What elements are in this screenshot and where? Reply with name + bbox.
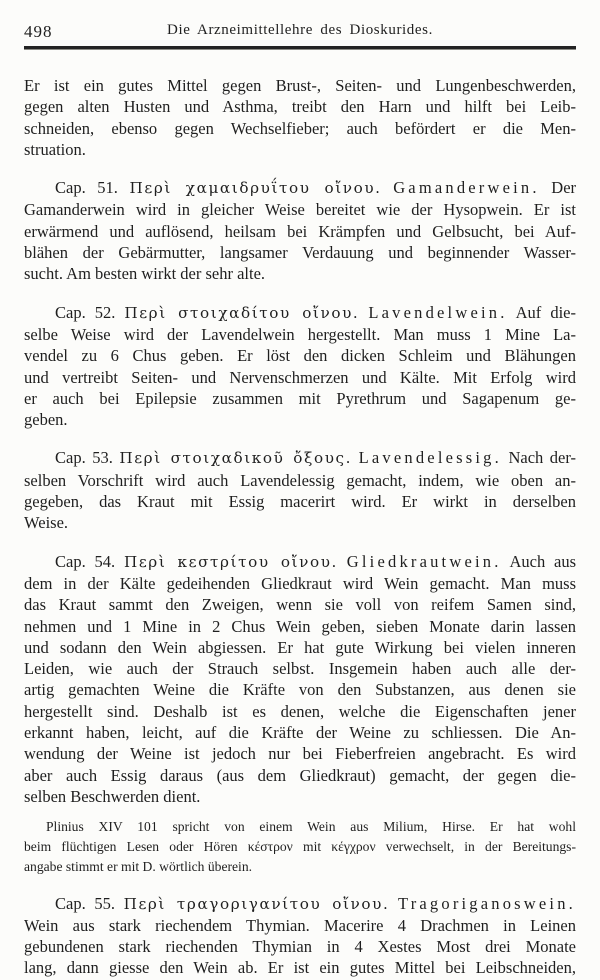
paragraph-continuation [24,75,576,160]
text-line: selben Beschwerden dient. [24,786,201,806]
greek-phrase: Περὶ τραγοριγανίτου οἴνου. [123,894,390,913]
text-line [24,177,576,199]
paragraph-cap-53 [24,447,576,533]
text-line: sucht. Am besten wirkt der sehr alte. [24,264,266,284]
text-line: dem in der Kälte gedeihenden Gliedkraut wird Wein gemacht. Man muss [24,573,576,593]
text-line: geben. [24,410,68,430]
text-segment: Cap. 53. [55,448,113,468]
text-line: blähen der Gebärmutter, langsamer Verdauung und beginnender Wasser- [24,243,576,263]
paragraph-cap-51 [24,177,576,284]
text-line: und vertreibt Seiten- und Nervenschmerzen und Kälte. Mit Erfolg wird [24,367,576,387]
text-line: struation. [24,139,86,159]
text-line: gebundenen stark riechenden Thymian in 4 Xestes Most drei Monate [24,937,576,957]
running-title: Die Arzneimittellehre des Dioskurides. [167,22,433,38]
text-line: das Kraut sammt den Zweigen, wenn sie voll von reifem Samen sind, [24,595,576,615]
text-line: beim flüchtigen Lesen oder Hören κέστρον mit κέγχρον verwechselt, in der Bereitungs- [24,839,576,854]
text-line: lang, dann giesse den Wein ab. Er ist ein gutes Mittel bei Leibschneiden, [24,958,576,978]
page-number: 498 [24,22,53,41]
chapter-keyword: Tragoriganoswein. [398,893,576,913]
text-line: vendel zu 6 Chus geben. Er löst den dicken Schleim und Blähungen [24,346,576,366]
text-line: Plinius XIV 101 spricht von einem Wein aus Milium, Hirse. Er hat wohl [46,819,576,835]
chapter-keyword: Gliedkrautwein. [346,551,502,571]
text-segment: Cap. 51. [55,178,118,198]
paragraph-plinius-note [24,817,576,876]
text-segment: Der [551,178,577,198]
text-line: selben Vorschrift wird auch Lavendelessig gemacht, indem, wie oben an- [24,470,576,490]
text-line: selbe Weise wird der Lavendelwein hergestellt. Man muss 1 Mine La- [24,324,576,344]
greek-phrase: Περὶ στοιχαδίτου οἴνου. [124,303,360,322]
greek-phrase: Περὶ κεστρίτου οἴνου. [123,552,338,571]
text-line [24,893,576,915]
text-segment: Cap. 52. [55,302,116,322]
chapter-keyword: Gamanderwein. [393,178,540,198]
text-line: erkannt haben, leicht, auf die Kräfte der Weine zu schliessen. Die An- [24,723,576,743]
text-line: er auch bei Epilepsie zusammen mit Pyrethrum und Sagapenum ge- [24,388,576,408]
greek-phrase: Περὶ χαμαιδρυΐτου οἴνου. [129,179,382,198]
text-line: gegeben, das Kraut mit Essig macerirt wird. Er wirkt in derselben [24,492,576,512]
chapter-keyword: Lavendelwein. [368,302,508,322]
text-line: Wein aus stark riechendem Thymian. Macerire 4 Drachmen in Leinen [24,915,576,935]
text-line: Leiden, wie auch der Strauch selbst. Insgemein haben auch alle der- [24,659,576,679]
text-line: artig gemachten Weine die Kräfte von den Substanzen, aus denen sie [24,680,576,700]
text-line: hergestellt sind. Deshalb ist es denen, welche die Eigenschaften jener [24,701,576,721]
text-line: nehmen und 1 Mine in 2 Chus Wein geben, sieben Monate darin lassen [24,616,576,636]
header-rule [24,46,576,50]
text-line: Gamanderwein wird in gleicher Weise bereitet wie der Hysopwein. Er ist [24,200,576,220]
text-line: angabe stimmt er mit D. wörtlich überein. [24,858,253,874]
text-segment: Auch aus [509,551,577,571]
page-header [24,22,576,41]
page-content [24,75,576,979]
text-line [24,447,576,469]
text-line: erwärmend und auflösend, heilsam bei Krämpfen und Gelbsucht, bei Auf- [24,221,576,241]
text-segment: Cap. 54. [55,551,116,571]
paragraph-cap-55 [24,893,576,979]
text-line: schneiden, ebenso gegen Wechselfieber; auch befördert er die Men- [24,118,576,138]
chapter-keyword: Lavendelessig. [358,448,502,468]
text-segment: Auf die- [515,302,576,322]
text-line: und sodann den Wein abgiessen. Er hat gute Wirkung bei vielen inneren [24,637,576,657]
text-line [24,551,576,573]
text-line: aber auch Essig daraus (aus dem Gliedkraut) gemacht, der gegen die- [24,765,576,785]
text-line: wendung der Weine ist jedoch nur bei Fieberfreien angebracht. Es wird [24,744,576,764]
text-line: gegen alten Husten und Asthma, treibt den Harn und hilft bei Leib- [24,97,576,117]
text-segment: Cap. 55. [55,893,115,913]
greek-phrase: Περὶ στοιχαδικοῦ ὄξους. [119,449,353,468]
text-line: Er ist ein gutes Mittel gegen Brust-, Seiten- und Lungenbeschwerden, [24,76,576,95]
paragraph-cap-54 [24,551,576,808]
paragraph-cap-52 [24,302,576,431]
text-line [24,302,576,324]
text-line: Weise. [24,513,69,533]
text-segment: Nach der- [508,448,577,468]
